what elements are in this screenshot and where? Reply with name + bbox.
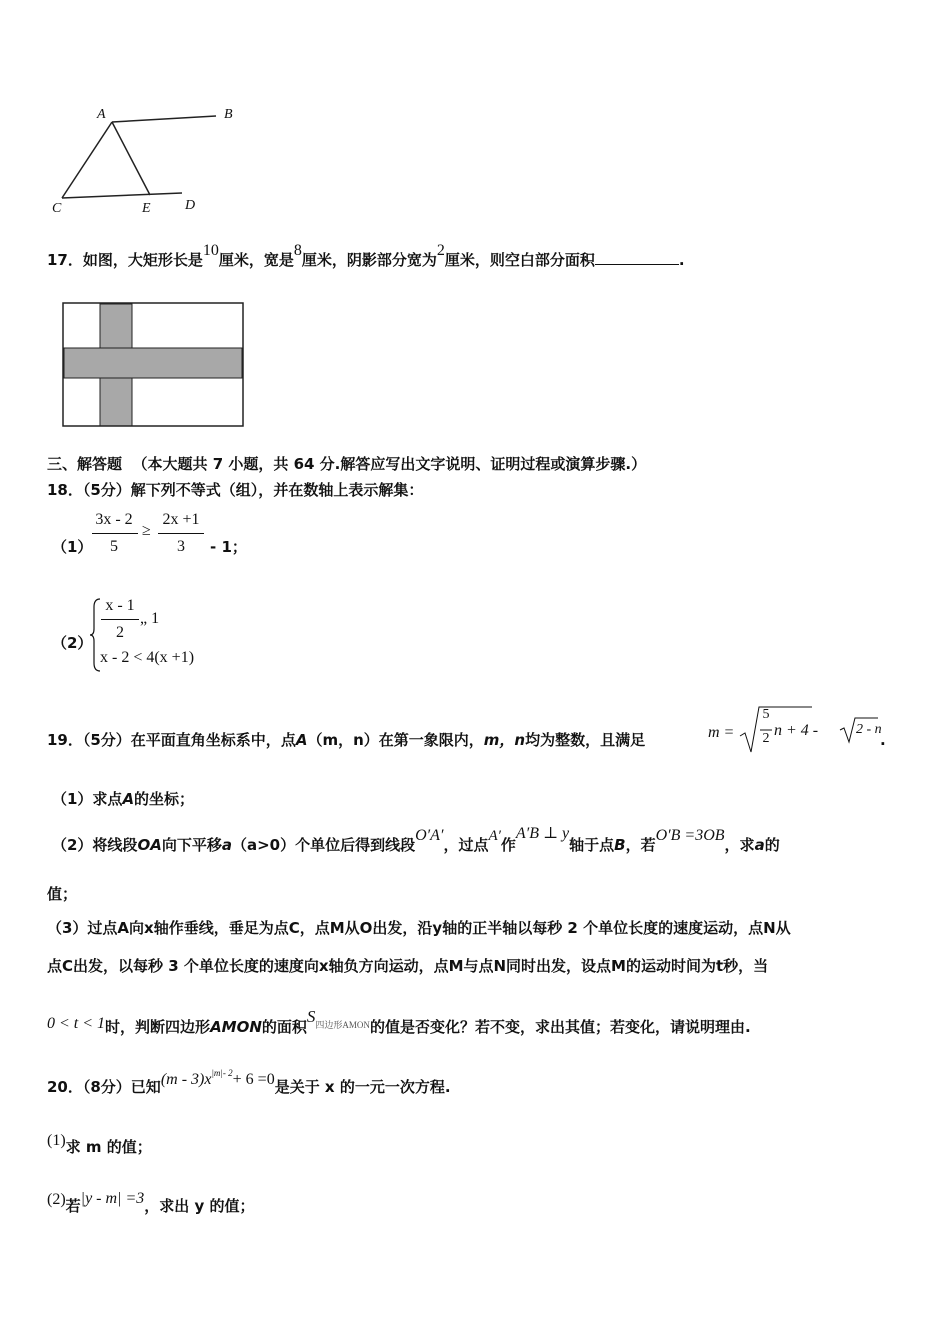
- q19-p2-d: ，过点: [443, 836, 489, 854]
- q19-p2-f: 轴于点: [569, 836, 615, 854]
- q19-text-3: 均为整数，且满足: [525, 731, 646, 749]
- q19-p2-var-a: a: [221, 836, 232, 854]
- q19-p3-cond: 0 < t < 1: [47, 1015, 106, 1032]
- q17-end: .: [678, 251, 685, 269]
- q20-part2: [47, 1190, 255, 1217]
- q19-p3-c: 时，判断四边形: [105, 1018, 211, 1036]
- q19-p2-oa: OA: [137, 836, 162, 854]
- q18-sys-line2: x - 2 < 4(x +1): [100, 649, 195, 666]
- q20-part1: [47, 1132, 152, 1158]
- q17-text-3: 厘米，阴影部分宽为: [301, 251, 437, 269]
- q19-p2-g: ，若: [625, 836, 656, 854]
- q18-part1-label: （1）: [52, 538, 93, 556]
- q19-p2-a: （2）将线段: [52, 836, 138, 854]
- q18-part1-tail: - 1；: [210, 538, 247, 556]
- q18-frac2-den: 3: [177, 538, 185, 555]
- label-e: E: [142, 201, 151, 216]
- q19-p2-c: （a>0）个单位后得到线段: [231, 836, 416, 854]
- q19-p1-text: （1）求点: [52, 790, 123, 808]
- q19-p2-b-point: B: [614, 836, 626, 854]
- q19-p2-e: 作: [500, 836, 516, 854]
- q19-p1-a: A: [122, 790, 135, 808]
- q19-p3-e: 的值是否变化？若不变，求出其值；若变化，请说明理由.: [369, 1018, 751, 1036]
- q20-p1-text: 求 m 的值；: [65, 1138, 152, 1156]
- q20-eq-tail: + 6 =0: [232, 1071, 275, 1088]
- q19-part2-tail: 值；: [47, 885, 78, 903]
- label-b: B: [224, 107, 233, 122]
- answer-blank[interactable]: [595, 250, 679, 265]
- fraction-bar: [158, 533, 204, 534]
- q18-part2-label: （2）: [52, 634, 93, 652]
- q18-sys-den: 2: [116, 624, 124, 641]
- q20-p2-text: ，求出 y 的值；: [144, 1197, 255, 1215]
- q20-p2-eq: |y - m| =3: [80, 1190, 145, 1207]
- label-d: D: [185, 198, 196, 213]
- q18-sys-num: x - 1: [105, 597, 135, 614]
- q19-frac-num: 5: [762, 707, 770, 722]
- question-20-heading: [47, 1068, 451, 1099]
- q18-frac2-num: 2x +1: [162, 511, 200, 528]
- q19-text-1: 19．（5分）在平面直角坐标系中，点: [47, 731, 296, 749]
- q19-part3-line2: 点C出发，以每秒 3 个单位长度的速度向x轴负方向运动，点M与点N同时出发，设点M的运动时间为t秒，当: [47, 957, 769, 975]
- q19-p3-d: 的面积: [261, 1018, 307, 1036]
- segment-ae: [112, 122, 150, 195]
- label-c: C: [52, 201, 62, 216]
- q20-text-1: 20．（8分）已知: [47, 1078, 161, 1096]
- horizontal-shaded-strip: [64, 348, 242, 378]
- q17-text-4: 厘米，则空白部分面积: [444, 251, 595, 269]
- q18-frac1-num: 3x - 2: [95, 511, 133, 528]
- q20-text-2: 是关于 x 的一元一次方程.: [274, 1078, 451, 1096]
- q19-p2-perp: A′B ⊥ y: [515, 825, 570, 842]
- q17-length: 10: [202, 242, 219, 259]
- question-18-heading: 18．（5分）解下列不等式（组），并在数轴上表示解集：: [47, 481, 424, 499]
- section-desc: （本大题共 7 小题，共 64 分.解答应写出文字说明、证明过程或演算步骤.）: [132, 455, 647, 473]
- q20-p2-label: (2): [47, 1191, 66, 1208]
- question-17: [47, 242, 685, 271]
- q20-p2-if: 若: [65, 1197, 81, 1215]
- triangle-figure: [40, 100, 260, 220]
- section-3-heading: [47, 454, 646, 474]
- q17-text-1: 17．如图，大矩形长是: [47, 251, 203, 269]
- q19-p2-eq: O′B =3OB: [655, 827, 725, 844]
- rectangle-figure: [62, 302, 246, 428]
- label-a: A: [97, 107, 106, 122]
- segment-ab: [112, 116, 216, 122]
- q20-eq: (m - 3)x: [160, 1071, 212, 1088]
- q19-mn: m，n: [483, 731, 526, 749]
- q19-p2-var-a2: a: [754, 836, 765, 854]
- q19-text-2: （m，n）在第一象限内，: [307, 731, 484, 749]
- q19-eq-rest: n + 4 -: [774, 722, 819, 739]
- q17-text-2: 厘米，宽是: [218, 251, 294, 269]
- q17-width: 8: [293, 242, 302, 259]
- q19-p2-b: 向下平移: [161, 836, 222, 854]
- q19-p2-i: 的: [764, 836, 780, 854]
- fraction-bar: [101, 619, 139, 620]
- q19-p2-h: ，求: [724, 836, 755, 854]
- q19-part1: [52, 789, 194, 809]
- q19-p1-end: 的坐标；: [134, 790, 195, 808]
- q19-eq-m: m =: [708, 724, 735, 741]
- q19-p3-s: S: [306, 1007, 316, 1026]
- question-19-heading: [47, 730, 645, 750]
- q20-p1-label: (1): [47, 1132, 66, 1149]
- q19-p3-amon: AMON: [210, 1018, 262, 1036]
- q19-root2: 2 - n: [856, 722, 882, 737]
- q19-p2-a-prime: A′: [488, 828, 501, 844]
- q19-part3-line3: [47, 1007, 751, 1039]
- q19-frac-den: 2: [762, 731, 770, 746]
- segment-cd: [62, 193, 182, 198]
- q19-point-a: A: [295, 731, 308, 749]
- geq-sign: ≥: [142, 522, 151, 539]
- q19-part2: [52, 825, 780, 856]
- q19-part3-line1: （3）过点A向x轴作垂线，垂足为点C，点M从O出发，沿y轴的正半轴以每秒 2 个单位长度的速度运动，点N从: [47, 919, 791, 937]
- fraction-bar: [92, 533, 138, 534]
- q18-sys-rel: „ 1: [140, 610, 160, 627]
- q19-p3-sub: 四边形AMON: [315, 1020, 370, 1030]
- q19-eq-end: .: [880, 731, 886, 749]
- q18-frac1-den: 5: [110, 538, 118, 555]
- segment-ac: [62, 122, 112, 198]
- q20-exponent: |m|- 2: [211, 1068, 233, 1078]
- q19-p2-oa-prime: O′A′: [415, 827, 444, 844]
- q17-shade-width: 2: [436, 242, 445, 259]
- section-title: 三、解答题: [47, 455, 123, 473]
